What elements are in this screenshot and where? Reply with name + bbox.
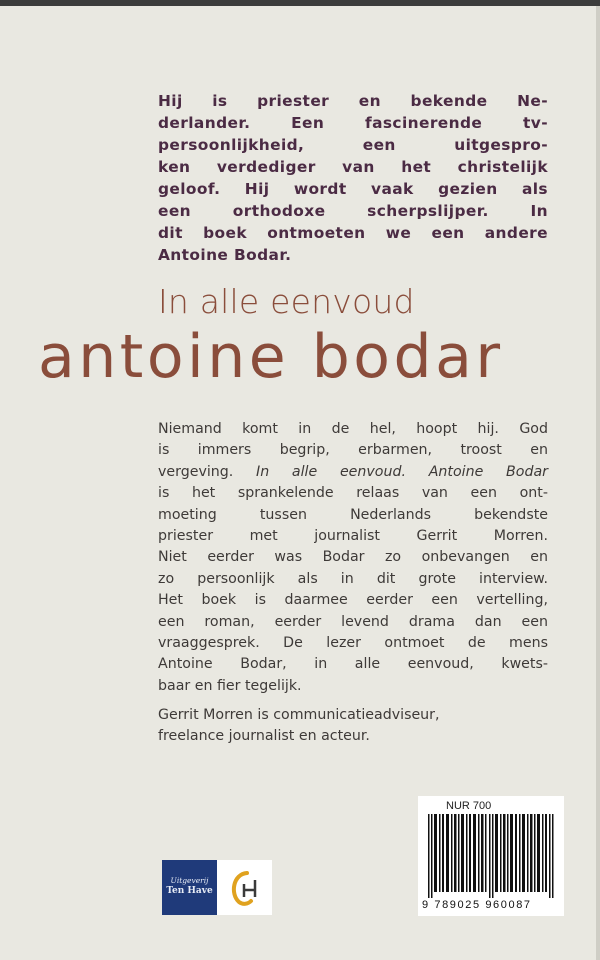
description-text [158, 419, 548, 697]
body-line-start: vergeving. [158, 463, 257, 480]
body-line: baar en fier tegelijk. [158, 677, 302, 694]
intro-line: persoonlijkheid, een uitgespro- [158, 136, 548, 154]
body-line [158, 462, 548, 483]
nur-code: NUR 700 [446, 800, 492, 812]
ten-have-logo [162, 860, 217, 915]
author-bio [158, 705, 440, 748]
body-line: Het boek is daarmee eerder een vertelling, [158, 592, 548, 609]
christian-h-logo-icon [217, 860, 272, 915]
body-line: vraaggesprek. De lezer ontmoet de mens [158, 635, 548, 652]
intro-line: een orthodoxe scherpslijper. In [158, 202, 548, 220]
body-line: Niet eerder was Bodar zo onbevangen en [158, 549, 548, 566]
intro-line: Hij is priester en bekende Ne- [158, 92, 548, 110]
intro-blurb [158, 90, 548, 266]
barcode-label [418, 796, 564, 916]
intro-line: geloof. Hij wordt vaak gezien als [158, 180, 548, 198]
body-line: is het sprankelende relaas van een ont- [158, 485, 548, 502]
intro-line: Antoine Bodar. [158, 246, 292, 264]
book-author-title: antoine bodar [38, 322, 504, 392]
bio-line: Gerrit Morren is communicatieadviseur, [158, 707, 440, 723]
bio-line: freelance journalist en acteur. [158, 728, 370, 745]
body-line: Antoine Bodar, in alle eenvoud, kwets- [158, 656, 548, 673]
intro-line: dit boek ontmoeten we een andere [158, 224, 548, 242]
isbn-number: 9 789025 960087 [422, 899, 532, 911]
intro-line: derlander. Een fascinerende tv- [158, 114, 548, 132]
book-subtitle: In alle eenvoud [158, 282, 415, 321]
publisher-name: Ten Have [166, 886, 213, 896]
body-line: moeting tussen Nederlands bekendste [158, 506, 548, 523]
body-line: Niemand komt in de hel, hoopt hij. God [158, 421, 548, 437]
body-line: is immers begrip, erbarmen, troost en [158, 442, 548, 459]
body-line: priester met journalist Gerrit Morren. [158, 528, 548, 545]
body-line: zo persoonlijk als in dit grote interview. [158, 570, 548, 587]
barcode-icon [428, 814, 556, 898]
publisher-prefix: Uitgeverij [170, 876, 209, 885]
book-title-italic: In alle eenvoud. Antoine Bodar [256, 463, 548, 480]
body-line: een roman, eerder levend drama dan een [158, 613, 548, 630]
intro-line: ken verdediger van het christelijk [158, 158, 548, 176]
